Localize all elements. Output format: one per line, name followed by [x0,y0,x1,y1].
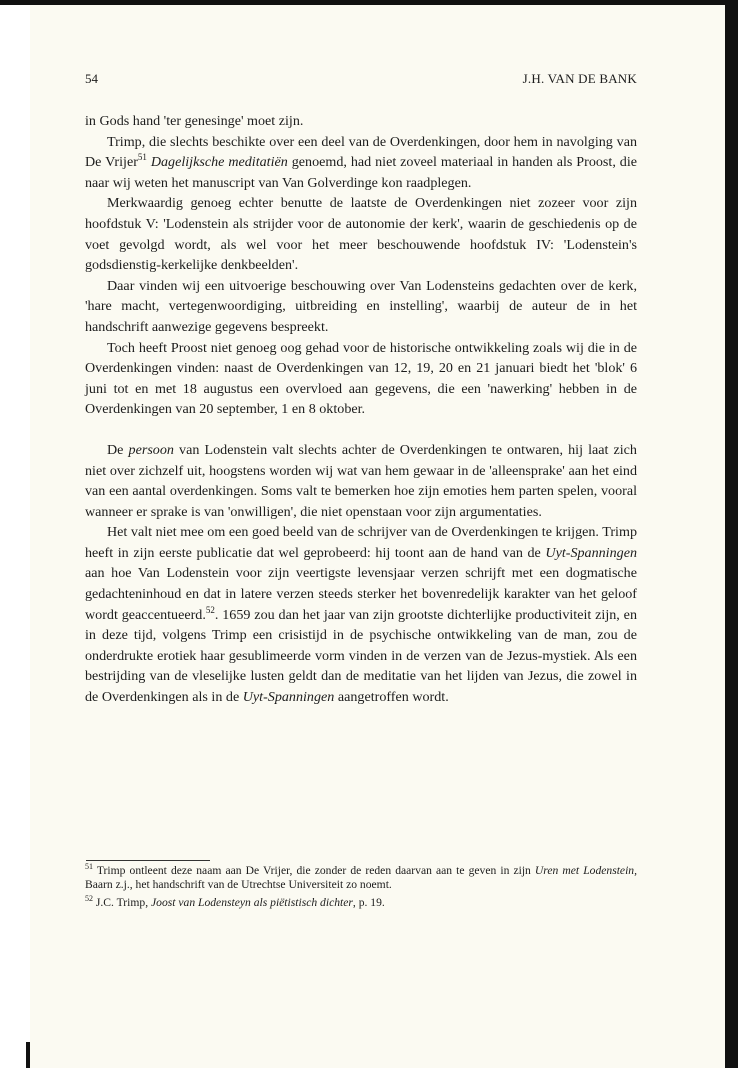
footnotes [85,864,637,909]
paragraph-6: De persoon van Lodenstein valt slechts achter de Overdenkingen te ontwaren, hij laat zich niet over zichzelf uit, hoogstens worden wij wat van hem gewaar in de 'alleensprake' aan het eind van een aantal overdenkingen. Soms valt te bemerken hoe zijn emoties hem parten spelen, vooral wanneer er sprake is van 'onwilligen', die niet openstaan voor zijn argumentaties. [85,441,637,520]
footnote-52: $^{52}$ J.C. Trimp, Joost van Lodensteyn als piëtistisch dichter, p. 19. [85,893,385,909]
book-title: Dagelijksche meditatiën [150,154,288,171]
book-title: Uyt-Spanningen [242,689,335,706]
paragraph-2: Trimp, die slechts beschikte over een deel van de Overdenkingen, door hem in navolging van De Vrijer$^{51}$ Dagelijksche meditatiën genoemd, had niet zoveel materiaal in handen als Proost, die naar wij weten het manuscript van Van Golverdinge kon raadplegen. [85,133,637,191]
running-head [85,69,637,89]
page-number: 54 [85,71,98,86]
book-title: Uyt-Spanningen [545,544,637,561]
footnote-number: 52 [85,893,93,903]
running-head-author: J.H. VAN DE BANK [522,71,637,86]
book-title: Uren met Lodenstein, [534,864,637,877]
footnote-divider [86,860,210,861]
footnote-ref-52[interactable]: 52 [205,604,215,615]
emphasis: persoon [128,441,174,458]
paragraph-1: in Gods hand 'ter genesinge' moet zijn. [85,113,304,129]
footnote-number: 51 [85,862,93,871]
footnote-51: $^{51}$ Trimp ontleent deze naam aan De Vrijer, die zonder de reden daarvan aan te geven in zijn Uren met Lodenstein, Baarn z.j., het handschrift van de Utrechtse Universiteit zo noemt. [85,862,637,891]
body-text [85,111,637,708]
paragraph-3: Merkwaardig genoeg echter benutte de laatste de Overdenkingen niet zozeer voor zijn hoofdstuk V: 'Lodenstein als strijder voor de autonomie der kerk', waarin de geschiedenis op de voet gevolgd wordt, als wel voor het meer beschouwende hoofdstuk IV: 'Lodenstein's godsdienstig-kerkelijke denkbeelden'. [85,195,637,274]
book-title: Joost van Lodensteyn als piëtistisch dichter [151,895,353,909]
paragraph-4: Daar vinden wij een uitvoerige beschouwing over Van Lodensteins gedachten over de kerk, 'hare macht, vertegenwoordiging, uitbreiding en instelling', waarbij de auteur de in het handschrift aanwezige gegevens bespreekt. [85,277,637,335]
scan-border-right [725,0,738,1068]
paragraph-7: Het valt niet mee om een goed beeld van de schrijver van de Overdenkingen te krijgen. Trimp heeft in zijn eerste publicatie dat wel geprobeerd: hij toont aan de hand van de Uyt-Spanningen aan hoe Van Lodenstein voor zijn veertigste levensjaar verzen schrijft met een dogmatische gedachteninhoud en dat in latere verzen steeds sterker het bovenredelijk karakter van het geloof wordt geaccentueerd.$^{52}$. 1659 zou dan het jaar van zijn grootste dichterlijke productiviteit zijn, en in deze tijd, volgens Trimp een crisistijd in de psychische ontwikkeling van de man, zou de onderdrukte erotiek haar gesublimeerde vorm vinden in de verzen van de Jezus-mystiek. Als een bestrijding van de vleselijke lusten geldt dan de meditatie van het lijden van Jezus, die zowel in de Overdenkingen als in de Uyt-Spanningen aangetroffen wordt. [85,524,637,706]
paragraph-5: Toch heeft Proost niet genoeg oog gehad voor de historische ontwikkeling zoals wij die in de Overdenkingen vinden: naast de Overdenkingen van 12, 19, 20 en 21 januari biedt het 'blok' 6 juni tot en met 18 augustus een overvloed aan gegevens, die een 'nawerking' hebben in de Overdenkingen van 20 september, 1 en 8 oktober. [85,339,637,418]
footnote-ref-51[interactable]: 51 [137,152,147,163]
